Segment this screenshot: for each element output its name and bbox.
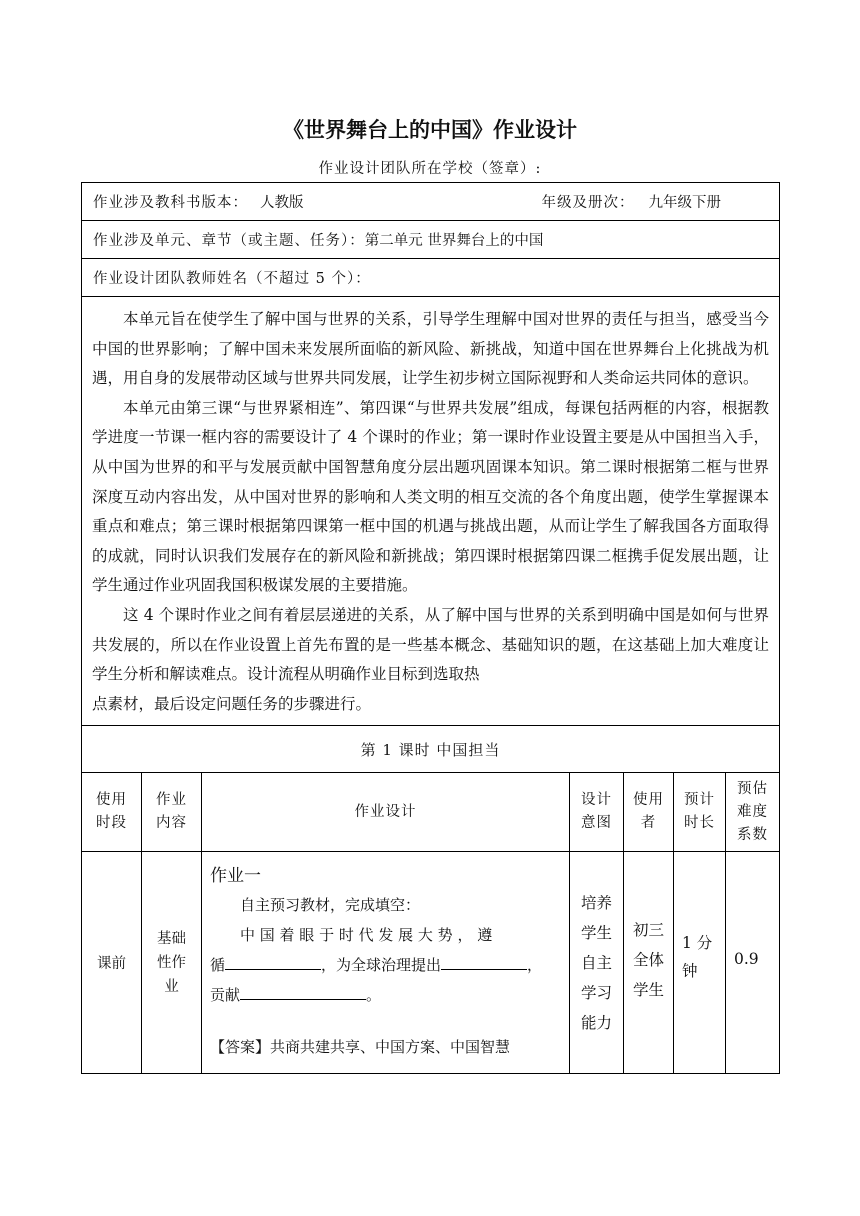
question-line-3: 贡献 。	[210, 980, 561, 1010]
answer-text: 共商共建共享、中国方案、中国智慧	[270, 1038, 511, 1057]
homework-design-table	[81, 182, 780, 1074]
intro-paragraph-2: 本单元由第三课“与世界紧相连”、第四课“与世界共发展”组成，每课包括两框的内容，根据教学进度一节课一框内容的需要设计了 4 个课时的作业；第一课时作业设置主要是从中国担当入手，从中国为世界的和平与发展贡献中国智慧角度分层出题巩固课本知识。第二课时根据第二框与世界深度互动内容出发，从中国对世界的影响和人类文明的相互交流的各个角度出题，使学生掌握课本重点和难点；第三课时根据第四课第一框中国的机遇与挑战出题，从而让学生了解我国各方面取得的成就，同时认识我们发展存在的新风险和新挑战；第四课时根据第四课二框携手促发展出题，让学生通过作业巩固我国积极谋发展的主要措施。	[92, 398, 770, 595]
row-design-intent: 培养 学生 自主 学习 能力	[570, 852, 624, 1074]
unit-value: 第二单元 世界舞台上的中国	[364, 233, 544, 249]
question-line-2: 循 ，为全球治理提出 ，	[210, 950, 561, 980]
answer-label: 【答案】	[210, 1038, 271, 1057]
fill-blank-1[interactable]	[225, 953, 321, 970]
homework-design-cell	[202, 852, 570, 1074]
header-intent: 设计 意图	[570, 773, 624, 852]
grade-value: 九年级下册	[648, 195, 721, 211]
row-users: 初三 全体 学生	[624, 852, 674, 1074]
table-header-row	[82, 773, 780, 852]
textbook-row	[82, 183, 780, 221]
row-period: 课前	[82, 852, 142, 1074]
unit-label: 作业涉及单元、章节（或主题、任务）：	[93, 233, 365, 249]
header-content: 作业 内容	[142, 773, 202, 852]
unit-intro	[82, 297, 780, 726]
answer-line	[210, 1032, 561, 1062]
header-difficulty: 预估 难度 系数	[726, 773, 780, 852]
teachers-row	[82, 259, 780, 297]
textbook-value: 人教版	[260, 195, 304, 211]
header-user: 使用 者	[624, 773, 674, 852]
teachers-label: 作业设计团队教师姓名（不超过 5 个）：	[93, 271, 371, 287]
fill-blank-3[interactable]	[240, 983, 366, 1000]
unit-row	[82, 221, 780, 259]
homework-title: 作业一	[210, 866, 261, 887]
lesson-title-row	[82, 726, 780, 773]
lesson-title: 第 1 课时 中国担当	[82, 726, 780, 773]
row-difficulty: 0.9	[726, 852, 780, 1074]
grade-label: 年级及册次：	[541, 195, 635, 211]
fill-blank-2[interactable]	[441, 953, 527, 970]
homework-instruction: 自主预习教材，完成填空：	[240, 896, 421, 915]
document-title: 《世界舞台上的中国》作业设计	[283, 118, 577, 142]
intro-paragraph-4: 点素材，最后设定问题任务的步骤进行。	[92, 694, 372, 713]
unit-intro-row	[82, 297, 780, 726]
header-duration: 预计 时长	[674, 773, 726, 852]
row-content-type: 基础 性作 业	[142, 852, 202, 1074]
header-period: 使用 时段	[82, 773, 142, 852]
table-row	[82, 852, 780, 1074]
question-line-1: 中 国 着 眼 于 时 代 发 展 大 势 ， 遵	[240, 926, 493, 945]
header-design: 作业设计	[202, 773, 570, 852]
school-signature-line: 作业设计团队所在学校（签章）:	[318, 161, 542, 177]
intro-paragraph-1: 本单元旨在使学生了解中国与世界的关系，引导学生理解中国对世界的责任与担当，感受当今中国的世界影响；了解中国未来发展所面临的新风险、新挑战，知道中国在世界舞台上化挑战为机遇，用自身的发展带动区域与世界共同发展，让学生初步树立国际视野和人类命运共同体的意识。	[92, 310, 770, 388]
intro-paragraph-3: 这 4 个课时作业之间有着层层递进的关系，从了解中国与世界的关系到明确中国是如何与世界共发展的，所以在作业设置上首先布置的是一些基本概念、基础知识的题，在这基础上加大难度让学生分析和解读难点。设计流程从明确作业目标到选取热	[92, 605, 770, 684]
row-duration: 1 分 钟	[674, 852, 726, 1074]
textbook-label: 作业涉及教科书版本：	[93, 195, 248, 211]
